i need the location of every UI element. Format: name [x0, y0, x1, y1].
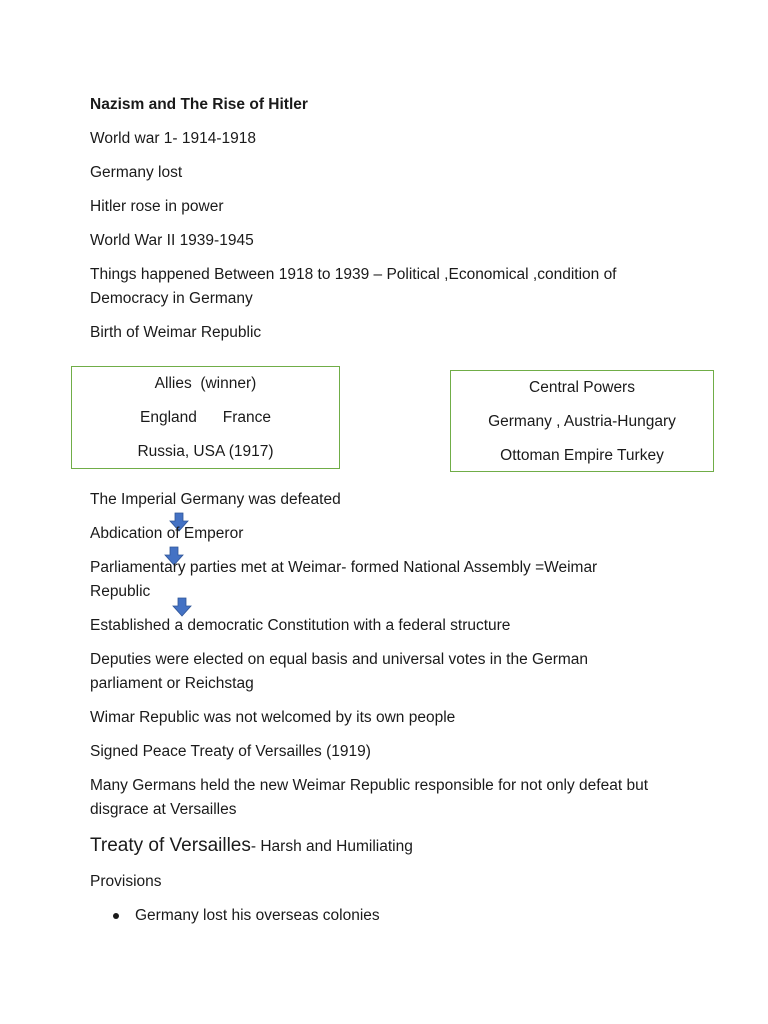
central-countries-2: Ottoman Empire Turkey [500, 447, 664, 464]
allies-box [71, 366, 340, 469]
treaty-heading: Treaty of Versailles [90, 835, 251, 856]
flow-line: Wimar Republic was not welcomed by its own people [90, 709, 456, 726]
allies-title: Allies (winner) [154, 375, 257, 392]
page-title: Nazism and The Rise of Hitler [90, 96, 308, 113]
flow-line: Established a democratic Constitution with a federal structure [90, 617, 511, 634]
text-line: Hitler rose in power [90, 198, 224, 215]
list-item: Germany lost his overseas colonies [135, 907, 380, 924]
text-line: Birth of Weimar Republic [90, 324, 262, 341]
text-line: World war 1- 1914-1918 [90, 130, 256, 147]
flow-line: disgrace at Versailles [90, 801, 237, 818]
flow-line: parliament or Reichstag [90, 675, 254, 692]
flow-line: Signed Peace Treaty of Versailles (1919) [90, 743, 371, 760]
central-title: Central Powers [529, 379, 635, 396]
flow-line: Parliamentary parties met at Weimar- formed National Assembly =Weimar [90, 559, 598, 576]
central-countries: Germany , Austria-Hungary [488, 413, 676, 430]
flow-line: Abdication of Emperor [90, 525, 244, 542]
flow-line: Many Germans held the new Weimar Republic responsible for not only defeat but [90, 777, 649, 794]
provisions-label: Provisions [90, 873, 162, 890]
text-line: Democracy in Germany [90, 290, 253, 307]
flow-line: Deputies were elected on equal basis and universal votes in the German [90, 651, 589, 668]
allies-countries: England France [140, 409, 271, 426]
flow-line: The Imperial Germany was defeated [90, 491, 341, 508]
treaty-subheading: - Harsh and Humiliating [250, 838, 413, 855]
bullet-icon [113, 913, 119, 919]
text-line: World War II 1939-1945 [90, 232, 254, 249]
central-powers-box [450, 370, 714, 472]
allies-countries-2: Russia, USA (1917) [137, 443, 274, 460]
text-line: Things happened Between 1918 to 1939 – Political ,Economical ,condition of [90, 266, 617, 283]
flow-line: Republic [90, 583, 151, 600]
treaty-heading-line [90, 834, 413, 859]
text-line: Germany lost [90, 164, 183, 181]
